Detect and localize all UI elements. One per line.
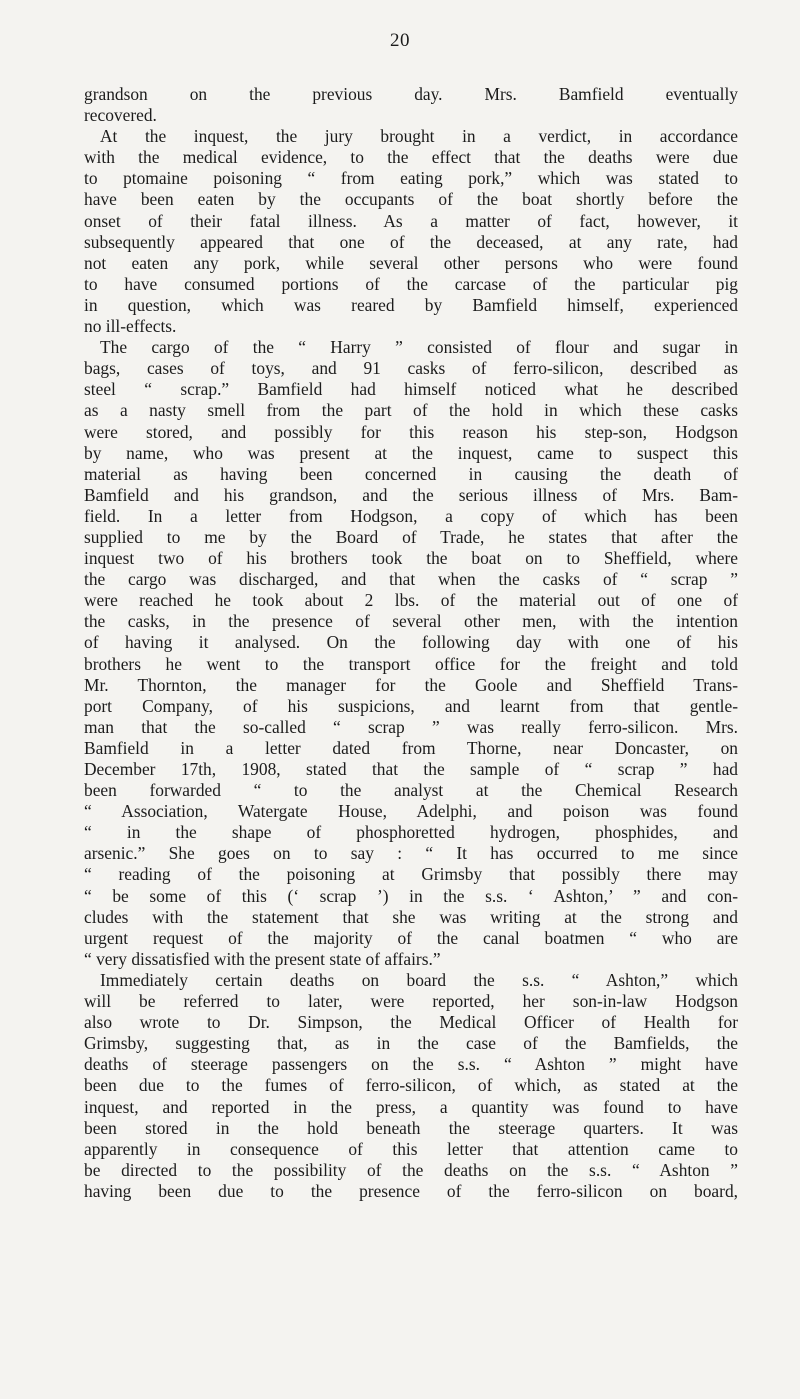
text-line: The cargo of the “ Harry ” consisted of flour and sugar in bbox=[100, 337, 738, 358]
text-line: Immediately certain deaths on board the s.s. “ Ashton,” which bbox=[100, 969, 738, 990]
text-line: supplied to me by the Board of Trade, he states that after the bbox=[84, 526, 738, 547]
text-line: material as having been concerned in causing the death of bbox=[84, 463, 738, 484]
text-line: also wrote to Dr. Simpson, the Medical Officer of Health for bbox=[84, 1012, 738, 1033]
text-line: to ptomaine poisoning “ from eating pork,” which was stated to bbox=[84, 168, 738, 189]
page-number: 20 bbox=[390, 30, 410, 51]
text-line: of having it analysed. On the following day with one of his bbox=[84, 632, 738, 653]
text-line: were stored, and possibly for this reason his step-son, Hodgson bbox=[84, 421, 738, 442]
text-line: as a nasty smell from the part of the hold in which these casks bbox=[84, 400, 738, 421]
text-line: port Company, of his suspicions, and learnt from that gentle- bbox=[84, 695, 738, 716]
text-line: with the medical evidence, to the effect that the deaths were due bbox=[84, 147, 738, 168]
text-line: “ in the shape of phosphoretted hydrogen, phosphides, and bbox=[84, 822, 738, 843]
text-line: have been eaten by the occupants of the boat shortly before the bbox=[84, 189, 738, 210]
text-line: arsenic.” She goes on to say : “ It has occurred to me since bbox=[84, 843, 738, 864]
text-line: been due to the fumes of ferro-silicon, of which, as stated at the bbox=[84, 1075, 738, 1096]
text-line: recovered. bbox=[84, 105, 157, 126]
text-line: be directed to the possibility of the deaths on the s.s. “ Ashton ” bbox=[84, 1159, 738, 1180]
text-line: grandson on the previous day. Mrs. Bamfield eventually bbox=[84, 84, 738, 104]
text-line: cludes with the statement that she was writing at the strong and bbox=[84, 906, 738, 927]
text-line: no ill-effects. bbox=[84, 316, 177, 337]
body-text bbox=[84, 84, 738, 1202]
text-line: by name, who was present at the inquest, came to suspect this bbox=[84, 442, 738, 463]
text-line: December 17th, 1908, stated that the sample of “ scrap ” had bbox=[84, 759, 738, 779]
text-line: to have consumed portions of the carcase of the particular pig bbox=[84, 273, 738, 294]
text-line: “ very dissatisfied with the present state of affairs.” bbox=[84, 948, 441, 969]
text-line: deaths of steerage passengers on the s.s. “ Ashton ” might have bbox=[84, 1054, 738, 1075]
text-line: onset of their fatal illness. As a matter of fact, however, it bbox=[84, 210, 738, 231]
text-line: At the inquest, the jury brought in a verdict, in accordance bbox=[100, 126, 738, 147]
text-line: having been due to the presence of the ferro-silicon on board, bbox=[84, 1180, 738, 1201]
text-line: the cargo was discharged, and that when the casks of “ scrap ” bbox=[84, 569, 738, 590]
text-line: not eaten any pork, while several other persons who were found bbox=[84, 252, 738, 273]
text-line: been stored in the hold beneath the steerage quarters. It was bbox=[84, 1117, 738, 1138]
text-line: inquest, and reported in the press, a quantity was found to have bbox=[84, 1096, 738, 1117]
text-line: were reached he took about 2 lbs. of the material out of one of bbox=[84, 590, 738, 611]
text-line: Grimsby, suggesting that, as in the case of the Bamfields, the bbox=[84, 1033, 738, 1054]
text-line: apparently in consequence of this letter that attention came to bbox=[84, 1138, 738, 1159]
text-line: Mr. Thornton, the manager for the Goole and Sheffield Trans- bbox=[84, 674, 738, 695]
text-line: been forwarded “ to the analyst at the Chemical Research bbox=[84, 780, 738, 801]
text-line: steel “ scrap.” Bamfield had himself noticed what he described bbox=[84, 379, 738, 400]
text-line: “ Association, Watergate House, Adelphi, and poison was found bbox=[84, 801, 738, 822]
text-line: Bamfield in a letter dated from Thorne, near Doncaster, on bbox=[84, 737, 738, 758]
text-line: bags, cases of toys, and 91 casks of ferro-silicon, described as bbox=[84, 358, 738, 379]
text-line: Bamfield and his grandson, and the serious illness of Mrs. Bam- bbox=[84, 484, 738, 505]
text-line: in question, which was reared by Bamfield himself, experienced bbox=[84, 294, 738, 315]
text-line: “ reading of the poisoning at Grimsby that possibly there may bbox=[84, 864, 738, 885]
text-line: field. In a letter from Hodgson, a copy of which has been bbox=[84, 505, 738, 526]
text-line: the casks, in the presence of several other men, with the intention bbox=[84, 611, 738, 632]
text-line: brothers he went to the transport office for the freight and told bbox=[84, 653, 738, 674]
text-line: will be referred to later, were reported, her son-in-law Hodgson bbox=[84, 991, 738, 1012]
text-line: subsequently appeared that one of the deceased, at any rate, had bbox=[84, 231, 738, 252]
text-line: inquest two of his brothers took the boat on to Sheffield, where bbox=[84, 548, 738, 569]
text-line: “ be some of this (‘ scrap ’) in the s.s. ‘ Ashton,’ ” and con- bbox=[84, 885, 738, 906]
text-line: man that the so-called “ scrap ” was really ferro-silicon. Mrs. bbox=[84, 716, 738, 737]
text-line: urgent request of the majority of the canal boatmen “ who are bbox=[84, 927, 738, 948]
